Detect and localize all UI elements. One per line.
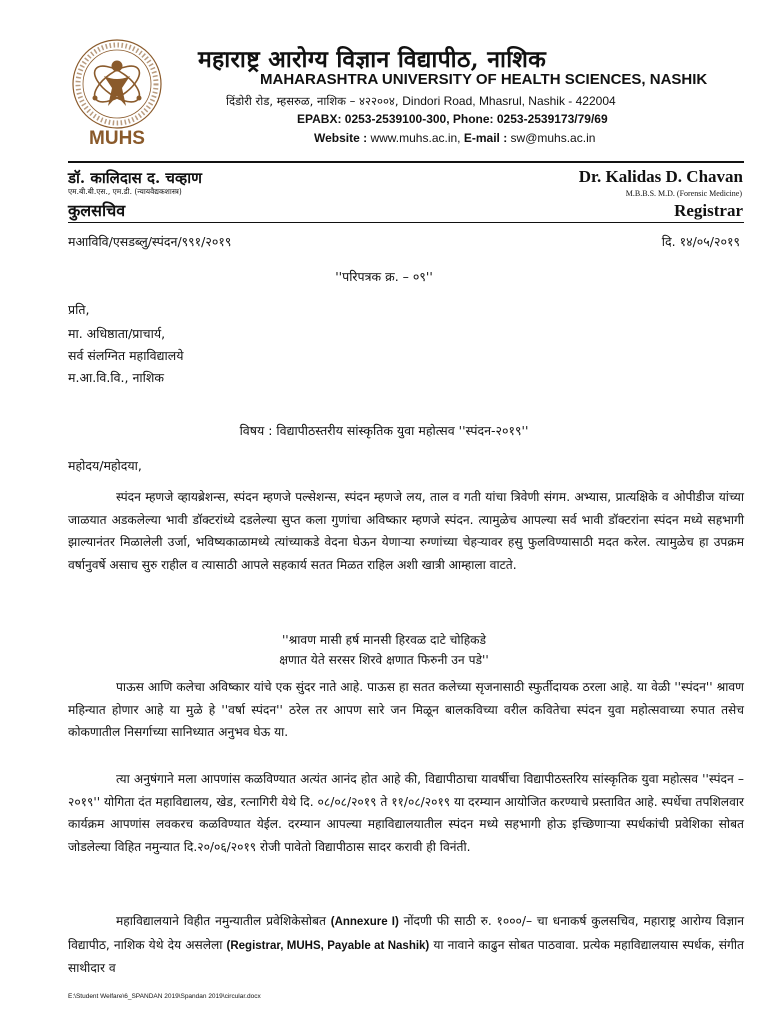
addressee-line: मा. अधिष्ठाता/प्राचार्य, <box>68 326 166 341</box>
body-paragraph-3 <box>68 768 744 858</box>
poem-line-2: क्षणात येते सरसर शिरवे क्षणात फिरुनी उन पडे'' <box>279 653 489 667</box>
registrar-name-english: Dr. Kalidas D. Chavan <box>578 167 743 186</box>
signatory-divider <box>68 222 744 223</box>
phone-line: EPABX: 0253-2539100-300, Phone: 0253-2539173/79/69 <box>297 112 608 126</box>
paragraph-text: स्पंदन म्हणजे व्हायब्रेशन्स, स्पंदन म्हणजे पल्सेशन्स, स्पंदन म्हणजे लय, ताल व गती यांचा त्रिवेणी संगम. अभ्यास, प्रात्यक्षिके व ओपीडीज यांच्या जाळयात अडकलेल्या भावी डॉक्टरांध्ये दडलेल्या सुप्त कला गुणांचा अविष्कार म्हणजे स्पंदन. त्यामुळेच आपल्या सर्व भावी डॉक्टरांना स्पंदन मध्ये सहभागी झाल्यानंतर मिळालेली उर्जा, भविष्यकाळामध्ये त्यांच्याकडे वेदना घेऊन येणाऱ्या रुग्णांच्या चेहऱ्यावर हसु फुलविण्यासाठी मदत करेल. त्यामुळेच हा उपक्रम वर्षानुवर्षे असाच सुरु राहील व त्यासाठी आपले सहकार्य सतत मिळत राहिल अशी खात्री आम्हाला वाटते. <box>68 490 744 572</box>
registrar-name-marathi: डॉ. कालिदास द. चव्हाण <box>68 169 202 187</box>
body-paragraph-1 <box>68 486 744 576</box>
web-line <box>314 131 595 145</box>
letter-date: दि. १४/०५/२०१९ <box>661 234 740 249</box>
header-divider <box>68 161 744 163</box>
addressee-line: प्रति, <box>68 302 90 317</box>
email-label: E-mail : <box>463 131 508 145</box>
address-english: Dindori Road, Mhasrul, Nashik - 422004 <box>402 94 616 108</box>
registrar-title-marathi: कुलसचिव <box>68 201 126 220</box>
registrar-title-english: Registrar <box>674 201 743 220</box>
university-name-marathi: महाराष्ट्र आरोग्य विज्ञान विद्यापीठ, नाशिक <box>198 46 547 73</box>
annexure-reference: (Annexure I) <box>330 916 399 928</box>
salutation: महोदय/महोदया, <box>68 458 142 473</box>
reference-number: मआविवि/एसडब्लु/स्पंदन/९९१/२०१९ <box>68 234 232 249</box>
logo-text: MUHS <box>89 128 145 149</box>
address-line <box>226 94 616 109</box>
paragraph-text: महाविद्यालयाने विहीत नमुन्यातील प्रवेशिकेसोबत <box>116 914 326 928</box>
muhs-logo <box>62 36 172 152</box>
circular-number: ''परिपत्रक क्र. – ०९'' <box>335 269 433 284</box>
payee-reference: (Registrar, MUHS, Payable at Nashik) <box>226 939 430 952</box>
paragraph-text: नोंदणी फी साठी रु. १०००/– चा धनाकर्ष कुलसचिव, महाराष्ट्र आरोग्य विज्ञान विद्यापीठ, नाशिक येथे देय असलेला <box>68 914 745 952</box>
university-name-english: MAHARASHTRA UNIVERSITY OF HEALTH SCIENCES, NASHIK <box>260 71 708 88</box>
addressee-line: सर्व संलग्नित महाविद्यालये <box>68 348 184 363</box>
address-marathi: दिंडोरी रोड, म्हसरुळ, नाशिक – ४२२००४, <box>226 94 399 108</box>
paragraph-text: त्या अनुषंगाने मला आपणांस कळविण्यात अत्यंत आनंद होत आहे की, विद्यापीठाचा यावर्षीचा विद्यापीठस्तरिय सांस्कृतिक युवा महोत्सव ''स्पंदन – २०१९'' योगिता दंत महाविद्यालय, खेड, रत्नागिरी येथे दि. ०८/०८/२०१९ ते ११/०८/२०१९ या दरम्यान आयोजित करण्याचे प्रस्तावित आहे. स्पर्धेचा तपशिलवार कार्यक्रम आपणांस लवकरच कळविण्यात येईल. दरम्यान आपल्या महाविद्यालयातील स्पंदन मध्ये सहभागी होऊ इच्छिणाऱ्या स्पर्धकांची प्रवेशिका सोबत जोडलेल्या विहित नमुन्यात दि.२०/०६/२०१९ रोजी पावेतो विद्यापीठास सादर करावी ही विनंती. <box>68 772 744 854</box>
file-path-footer: E:\Student Welfare\6_SPANDAN 2019\Spandan 2019\circular.docx <box>68 993 261 1000</box>
registrar-degree-marathi: एम.बी.बी.एस., एम.डी. (न्यायवैद्यकशास्त्र) <box>68 187 182 196</box>
email-link[interactable]: sw@muhs.ac.in <box>510 131 596 145</box>
website-label: Website : <box>314 131 368 145</box>
body-paragraph-2 <box>68 676 744 744</box>
addressee-line: म.आ.वि.वि., नाशिक <box>68 370 164 385</box>
paragraph-text: पाऊस आणि कलेचा अविष्कार यांचे एक सुंदर नाते आहे. पाऊस हा सतत कलेच्या सृजनासाठी स्फुर्तीदायक ठरला आहे. या वेळी ''स्पंदन'' श्रावण महिन्यात होणार आहे या मुळे हे ''वर्षा स्पंदन'' ठरेल तर आपण सारे जन मिळून बालकविच्या वरील कवितेचा स्पंदन युवा महोत्सवाच्या रुपात तसेच कोकणातील निसर्गाच्या सानिध्यात अनुभव घेऊ या. <box>68 680 744 739</box>
registrar-degree-english: M.B.B.S. M.D. (Forensic Medicine) <box>625 189 742 198</box>
poem-line-1: ''श्रावण मासी हर्ष मानसी हिरवळ दाटे चोहिकडे <box>281 633 487 647</box>
website-link[interactable]: www.muhs.ac.in, <box>370 131 461 145</box>
paragraph-text: या नावाने काढुन सोबत पाठवावा. प्रत्येक महाविद्यालयास स्पर्धक, संगीत साथीदार व <box>68 937 744 975</box>
subject-line: विषय : विद्यापीठस्तरीय सांस्कृतिक युवा महोत्सव ''स्पंदन-२०१९'' <box>239 423 529 438</box>
body-paragraph-4 <box>68 910 744 980</box>
